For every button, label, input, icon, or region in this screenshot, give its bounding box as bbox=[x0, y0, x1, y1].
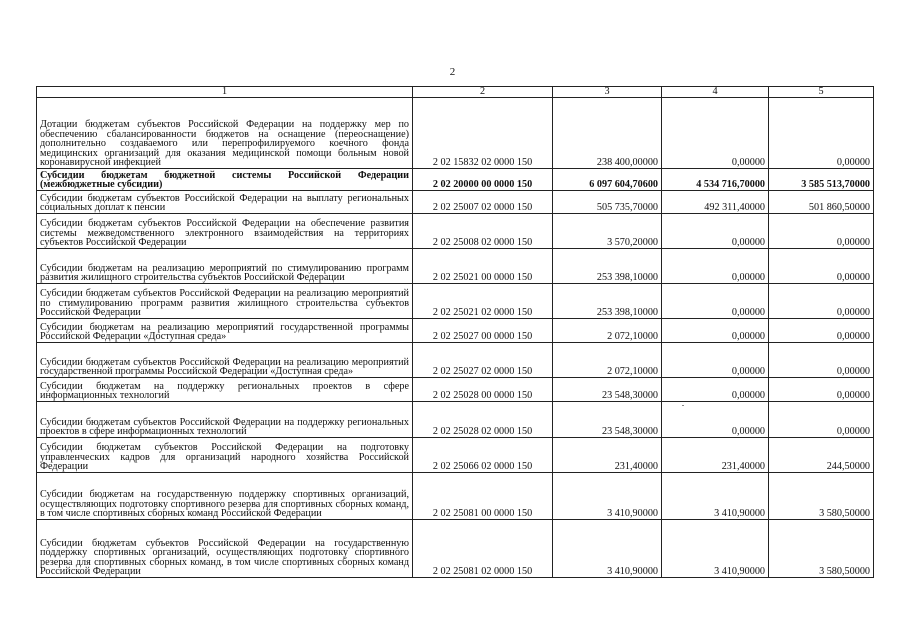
amount-col3-cell: 6 097 604,70600 bbox=[553, 169, 662, 191]
budget-code-cell: 2 02 25027 02 0000 150 bbox=[413, 343, 553, 378]
table-row bbox=[37, 438, 874, 473]
amount-col4-cell: 0,00000 bbox=[662, 378, 769, 402]
amount-col3-cell: 231,40000 bbox=[553, 438, 662, 473]
budget-code-cell: 2 02 25081 02 0000 150 bbox=[413, 520, 553, 578]
amount-col4-cell: 0,00000 bbox=[662, 319, 769, 343]
amount-col5-cell: 501 860,50000 bbox=[769, 191, 874, 214]
row-name-cell: Субсидии бюджетам субъектов Российской Федерации на обеспечение развития системы межведомственного электронного взаимодействия на территориях субъектов Российской Федерации bbox=[37, 214, 413, 249]
table-row bbox=[37, 520, 874, 578]
amount-col3-cell: 2 072,10000 bbox=[553, 343, 662, 378]
amount-col4-cell: 0,00000 bbox=[662, 249, 769, 284]
row-name-cell: Дотации бюджетам субъектов Российской Федерации на поддержку мер по обеспечению сбалансированности бюджетов на оснащение (переоснащение) дополнительно создаваемого или перепрофилируемого коечного фонда медицинских организаций для оказания медицинской помощи больным новой коронавирусной инфекцией bbox=[37, 98, 413, 169]
budget-revenue-table bbox=[36, 86, 874, 578]
amount-col5-cell: 0,00000 bbox=[769, 98, 874, 169]
budget-code-cell: 2 02 15832 02 0000 150 bbox=[413, 98, 553, 169]
amount-col5-cell: 0,00000 bbox=[769, 319, 874, 343]
row-name-cell: Субсидии бюджетам субъектов Российской Федерации на поддержку региональных проектов в сфере информационных технологий bbox=[37, 402, 413, 438]
table-row bbox=[37, 191, 874, 214]
column-header: 5 bbox=[769, 87, 874, 98]
table-row bbox=[37, 169, 874, 191]
amount-col3-cell: 23 548,30000 bbox=[553, 402, 662, 438]
table-row bbox=[37, 284, 874, 319]
column-header: 4 bbox=[662, 87, 769, 98]
amount-col3-cell: 3 570,20000 bbox=[553, 214, 662, 249]
row-name-cell: Субсидии бюджетам на поддержку региональных проектов в сфере информационных технологий bbox=[37, 378, 413, 402]
amount-col3-cell: 253 398,10000 bbox=[553, 284, 662, 319]
amount-col4-cell: 0,00000 bbox=[662, 214, 769, 249]
row-name-cell: Субсидии бюджетам субъектов Российской Федерации на подготовку управленческих кадров для организаций народного хозяйства Российской Федерации bbox=[37, 438, 413, 473]
amount-col4-cell: 231,40000 bbox=[662, 438, 769, 473]
row-name-cell: Субсидии бюджетам субъектов Российской Федерации на государственную поддержку спортивных организаций, осуществляющих подготовку спортивного резерва для спортивных сборных команд, в том числе спортивных сборных команд Российской Федерации bbox=[37, 520, 413, 578]
budget-code-cell: 2 02 25008 02 0000 150 bbox=[413, 214, 553, 249]
amount-col5-cell: 0,00000 bbox=[769, 249, 874, 284]
amount-col3-cell: 2 072,10000 bbox=[553, 319, 662, 343]
amount-col5-cell: 0,00000 bbox=[769, 343, 874, 378]
amount-col5-cell: 3 580,50000 bbox=[769, 520, 874, 578]
amount-col4-cell: 0,00000 bbox=[662, 402, 769, 438]
row-name-cell: Субсидии бюджетам на государственную поддержку спортивных организаций, осуществляющих подготовку спортивного резерва для спортивных сборных команд, в том числе спортивных сборных команд Российской Федерации bbox=[37, 473, 413, 520]
amount-col5-cell: 0,00000 bbox=[769, 284, 874, 319]
table-row bbox=[37, 249, 874, 284]
amount-col4-cell: 3 410,90000 bbox=[662, 473, 769, 520]
table-row bbox=[37, 473, 874, 520]
row-name-cell: Субсидии бюджетам субъектов Российской Федерации на выплату региональных социальных доплат к пенсии bbox=[37, 191, 413, 214]
amount-col5-cell: 3 580,50000 bbox=[769, 473, 874, 520]
amount-col4-cell: 492 311,40000 bbox=[662, 191, 769, 214]
budget-code-cell: 2 02 25028 00 0000 150 bbox=[413, 378, 553, 402]
row-name-cell: Субсидии бюджетам на реализацию мероприятий по стимулированию программ развития жилищного строительства субъектов Российской Федерации bbox=[37, 249, 413, 284]
budget-code-cell: 2 02 25007 02 0000 150 bbox=[413, 191, 553, 214]
budget-code-cell: 2 02 20000 00 0000 150 bbox=[413, 169, 553, 191]
scan-mark bbox=[682, 405, 684, 406]
amount-col3-cell: 3 410,90000 bbox=[553, 473, 662, 520]
amount-col4-cell: 0,00000 bbox=[662, 98, 769, 169]
table-row bbox=[37, 98, 874, 169]
amount-col4-cell: 4 534 716,70000 bbox=[662, 169, 769, 191]
amount-col3-cell: 23 548,30000 bbox=[553, 378, 662, 402]
row-name-cell: Субсидии бюджетам на реализацию мероприятий государственной программы Российской Федерации «Доступная среда» bbox=[37, 319, 413, 343]
budget-code-cell: 2 02 25021 02 0000 150 bbox=[413, 284, 553, 319]
table-row bbox=[37, 214, 874, 249]
page-number: 2 bbox=[449, 66, 456, 78]
column-header: 3 bbox=[553, 87, 662, 98]
amount-col5-cell: 244,50000 bbox=[769, 438, 874, 473]
column-header: 1 bbox=[37, 87, 413, 98]
budget-code-cell: 2 02 25081 00 0000 150 bbox=[413, 473, 553, 520]
amount-col5-cell: 0,00000 bbox=[769, 214, 874, 249]
amount-col3-cell: 3 410,90000 bbox=[553, 520, 662, 578]
table-row bbox=[37, 343, 874, 378]
table-row bbox=[37, 319, 874, 343]
amount-col4-cell: 0,00000 bbox=[662, 343, 769, 378]
budget-code-cell: 2 02 25021 00 0000 150 bbox=[413, 249, 553, 284]
row-name-cell: Субсидии бюджетам субъектов Российской Федерации на реализацию мероприятий государственной программы Российской Федерации «Доступная среда» bbox=[37, 343, 413, 378]
amount-col4-cell: 0,00000 bbox=[662, 284, 769, 319]
column-header: 2 bbox=[413, 87, 553, 98]
amount-col5-cell: 0,00000 bbox=[769, 402, 874, 438]
table-row bbox=[37, 378, 874, 402]
row-name-cell: Субсидии бюджетам бюджетной системы Российской Федерации (межбюджетные субсидии) bbox=[37, 169, 413, 191]
budget-code-cell: 2 02 25066 02 0000 150 bbox=[413, 438, 553, 473]
budget-code-cell: 2 02 25027 00 0000 150 bbox=[413, 319, 553, 343]
amount-col5-cell: 3 585 513,70000 bbox=[769, 169, 874, 191]
row-name-cell: Субсидии бюджетам субъектов Российской Федерации на реализацию мероприятий по стимулированию программ развития жилищного строительства субъектов Российской Федерации bbox=[37, 284, 413, 319]
amount-col5-cell: 0,00000 bbox=[769, 378, 874, 402]
amount-col3-cell: 253 398,10000 bbox=[553, 249, 662, 284]
amount-col3-cell: 238 400,00000 bbox=[553, 98, 662, 169]
amount-col3-cell: 505 735,70000 bbox=[553, 191, 662, 214]
amount-col4-cell: 3 410,90000 bbox=[662, 520, 769, 578]
table-row bbox=[37, 402, 874, 438]
column-header-row bbox=[37, 87, 874, 98]
budget-code-cell: 2 02 25028 02 0000 150 bbox=[413, 402, 553, 438]
